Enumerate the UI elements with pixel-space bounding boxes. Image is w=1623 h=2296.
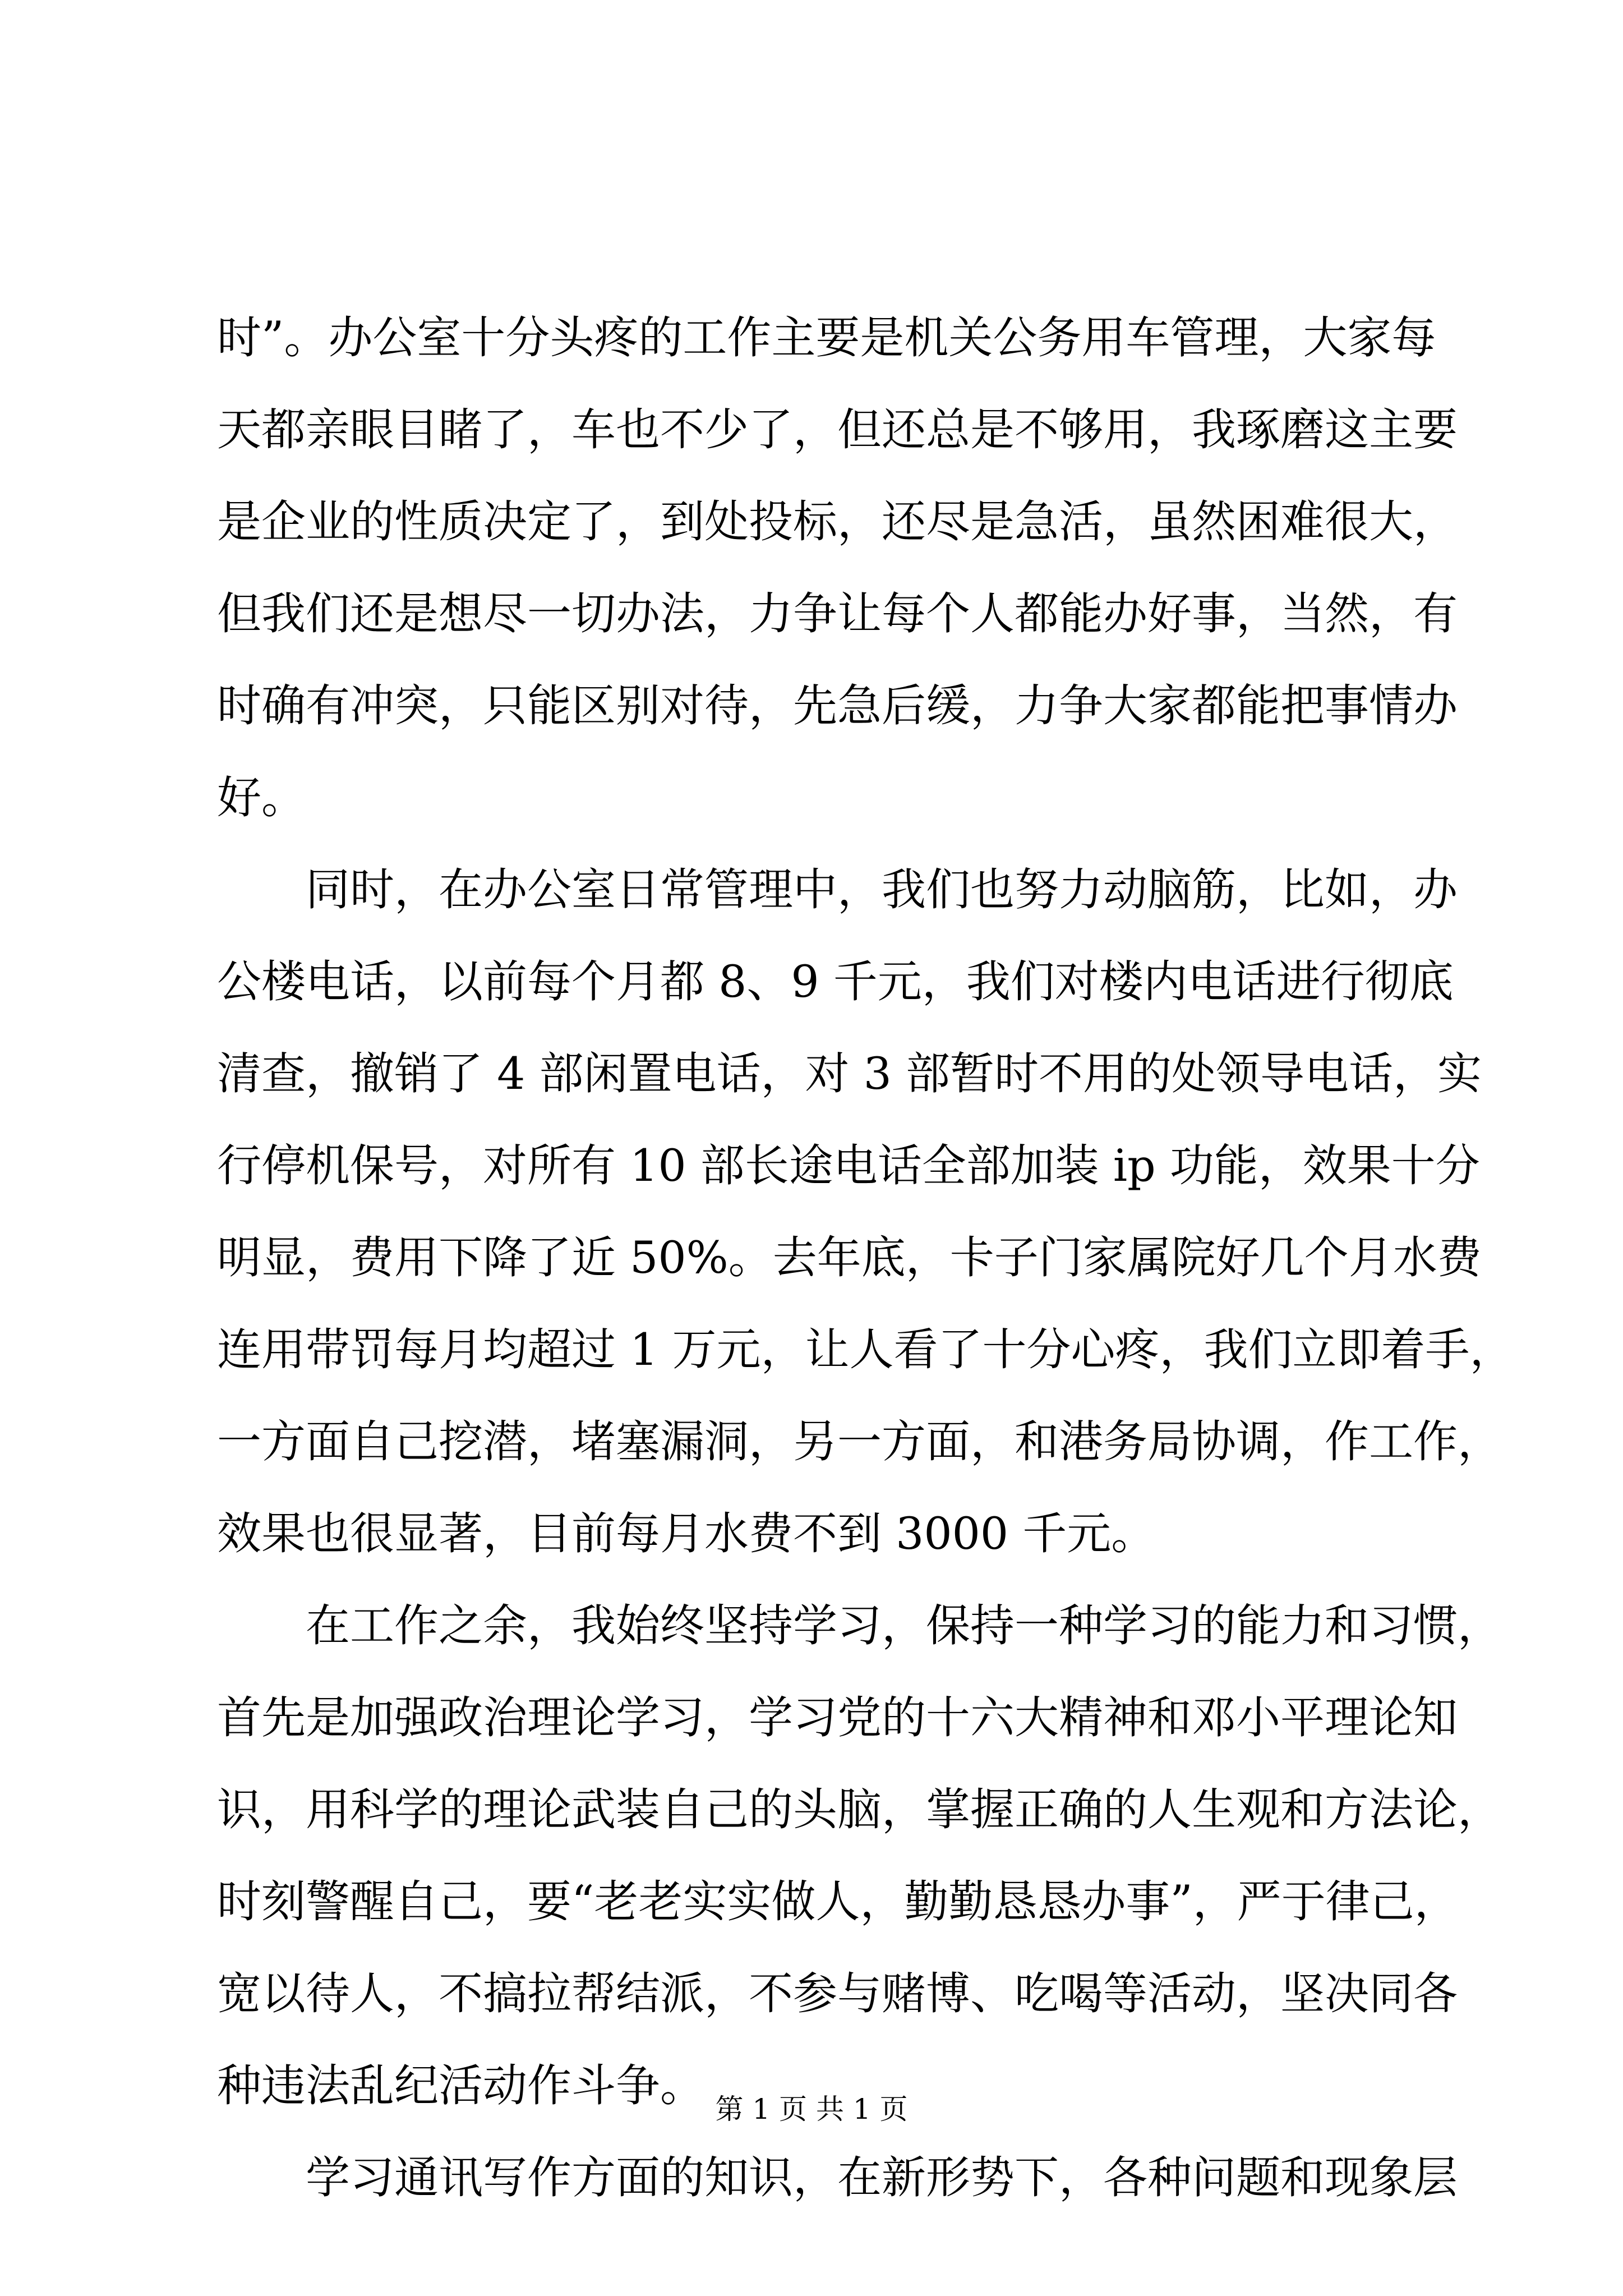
- text-line-15: 在工作之余，我始终坚持学习，保持一种学习的能力和习惯，: [306, 1600, 1502, 1651]
- text-line-13: 一方面自己挖潜，堵塞漏洞，另一方面，和港务局协调，作工作，: [217, 1416, 1502, 1467]
- text-line-20: 种违法乱纪活动作斗争。: [217, 2060, 704, 2111]
- text-line-12: 连用带罚每月均超过 1 万元，让人看了十分心疼，我们立即着手，: [217, 1324, 1514, 1375]
- text-line-2: 天都亲眼目睹了，车也不少了，但还总是不够用，我琢磨这主要: [217, 404, 1458, 455]
- text-line-21: 学习通讯写作方面的知识，在新形势下，各种问题和现象层: [306, 2152, 1458, 2203]
- text-line-19: 宽以待人，不搞拉帮结派，不参与赌博、吃喝等活动，坚决同各: [217, 1968, 1458, 2019]
- text-line-8: 公楼电话，以前每个月都 8、9 千元，我们对楼内电话进行彻底: [217, 956, 1454, 1007]
- text-line-9: 清查，撤销了 4 部闲置电话，对 3 部暂时不用的处领导电话，实: [217, 1048, 1482, 1099]
- text-line-3: 是企业的性质决定了，到处投标，还尽是急活，虽然困难很大，: [217, 496, 1458, 547]
- document-body: [217, 292, 1514, 2224]
- text-line-1: 时”。办公室十分头疼的工作主要是机关公务用车管理，大家每: [217, 312, 1436, 364]
- text-line-6: 好。: [217, 772, 306, 823]
- text-line-16: 首先是加强政治理论学习，学习党的十六大精神和邓小平理论知: [217, 1692, 1458, 1743]
- text-line-18: 时刻警醒自己，要“老老实实做人，勤勤恳恳办事”，严于律己，: [217, 1876, 1459, 1927]
- text-line-4: 但我们还是想尽一切办法，力争让每个人都能办好事，当然，有: [217, 588, 1458, 639]
- text-line-14: 效果也很显著，目前每月水费不到 3000 千元。: [217, 1508, 1156, 1559]
- page-number-footer: 第 1 页 共 1 页: [715, 2093, 908, 2125]
- text-line-17: 识，用科学的理论武装自己的头脑，掌握正确的人生观和方法论，: [217, 1784, 1502, 1835]
- text-line-5: 时确有冲突，只能区别对待，先急后缓，力争大家都能把事情办: [217, 680, 1458, 731]
- text-line-7: 同时，在办公室日常管理中，我们也努力动脑筋，比如，办: [306, 864, 1458, 915]
- text-line-10: 行停机保号，对所有 10 部长途电话全部加装 ip 功能，效果十分: [217, 1140, 1480, 1191]
- text-line-11: 明显，费用下降了近 50%。去年底，卡子门家属院好几个月水费: [217, 1232, 1482, 1283]
